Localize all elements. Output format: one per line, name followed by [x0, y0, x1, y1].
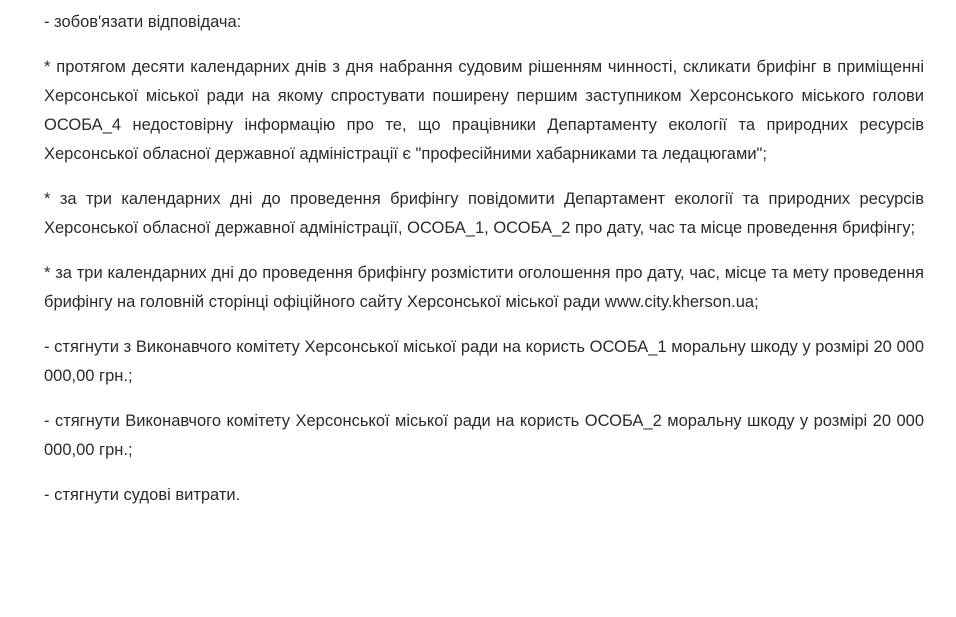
document-body — [44, 8, 924, 526]
paragraph-obligate-defendant: - зобов'язати відповідача: — [44, 13, 242, 31]
paragraph-damages-person-2: - стягнути Виконавчого комітету Херсонської міської ради на користь ОСОБА_2 моральну шкоду у розмірі 20 000 000,00 грн.; — [44, 412, 924, 459]
paragraph-briefing-notification: * за три календарних дні до проведення брифінгу повідомити Департамент екології та природних ресурсів Херсонської обласної державної адміністрації, ОСОБА_1, ОСОБА_2 про дату, час та місце проведення брифінгу; — [44, 190, 924, 237]
paragraph-court-costs: - стягнути судові витрати. — [44, 486, 241, 504]
paragraph-briefing-refutation: * протягом десяти календарних днів з дня набрання судовим рішенням чинності, скликати брифінг в приміщенні Херсонської міської ради на якому спростувати поширену першим заступником Херсонського міського голови ОСОБА_4 недостовірну інформацію про те, що працівники Департаменту екології та природних ресурсів Херсонської обласної державної адміністрації є "професійними хабарниками та ледацюгами"; — [44, 58, 924, 163]
paragraph-briefing-announcement: * за три календарних дні до проведення брифінгу розмістити оголошення про дату, час, місце та мету проведення брифінгу на головній сторінці офіційного сайту Херсонської міської ради www.city.kherson.ua; — [44, 264, 924, 311]
paragraph-damages-person-1: - стягнути з Виконавчого комітету Херсонської міської ради на користь ОСОБА_1 моральну шкоду у розмірі 20 000 000,00 грн.; — [44, 338, 924, 385]
